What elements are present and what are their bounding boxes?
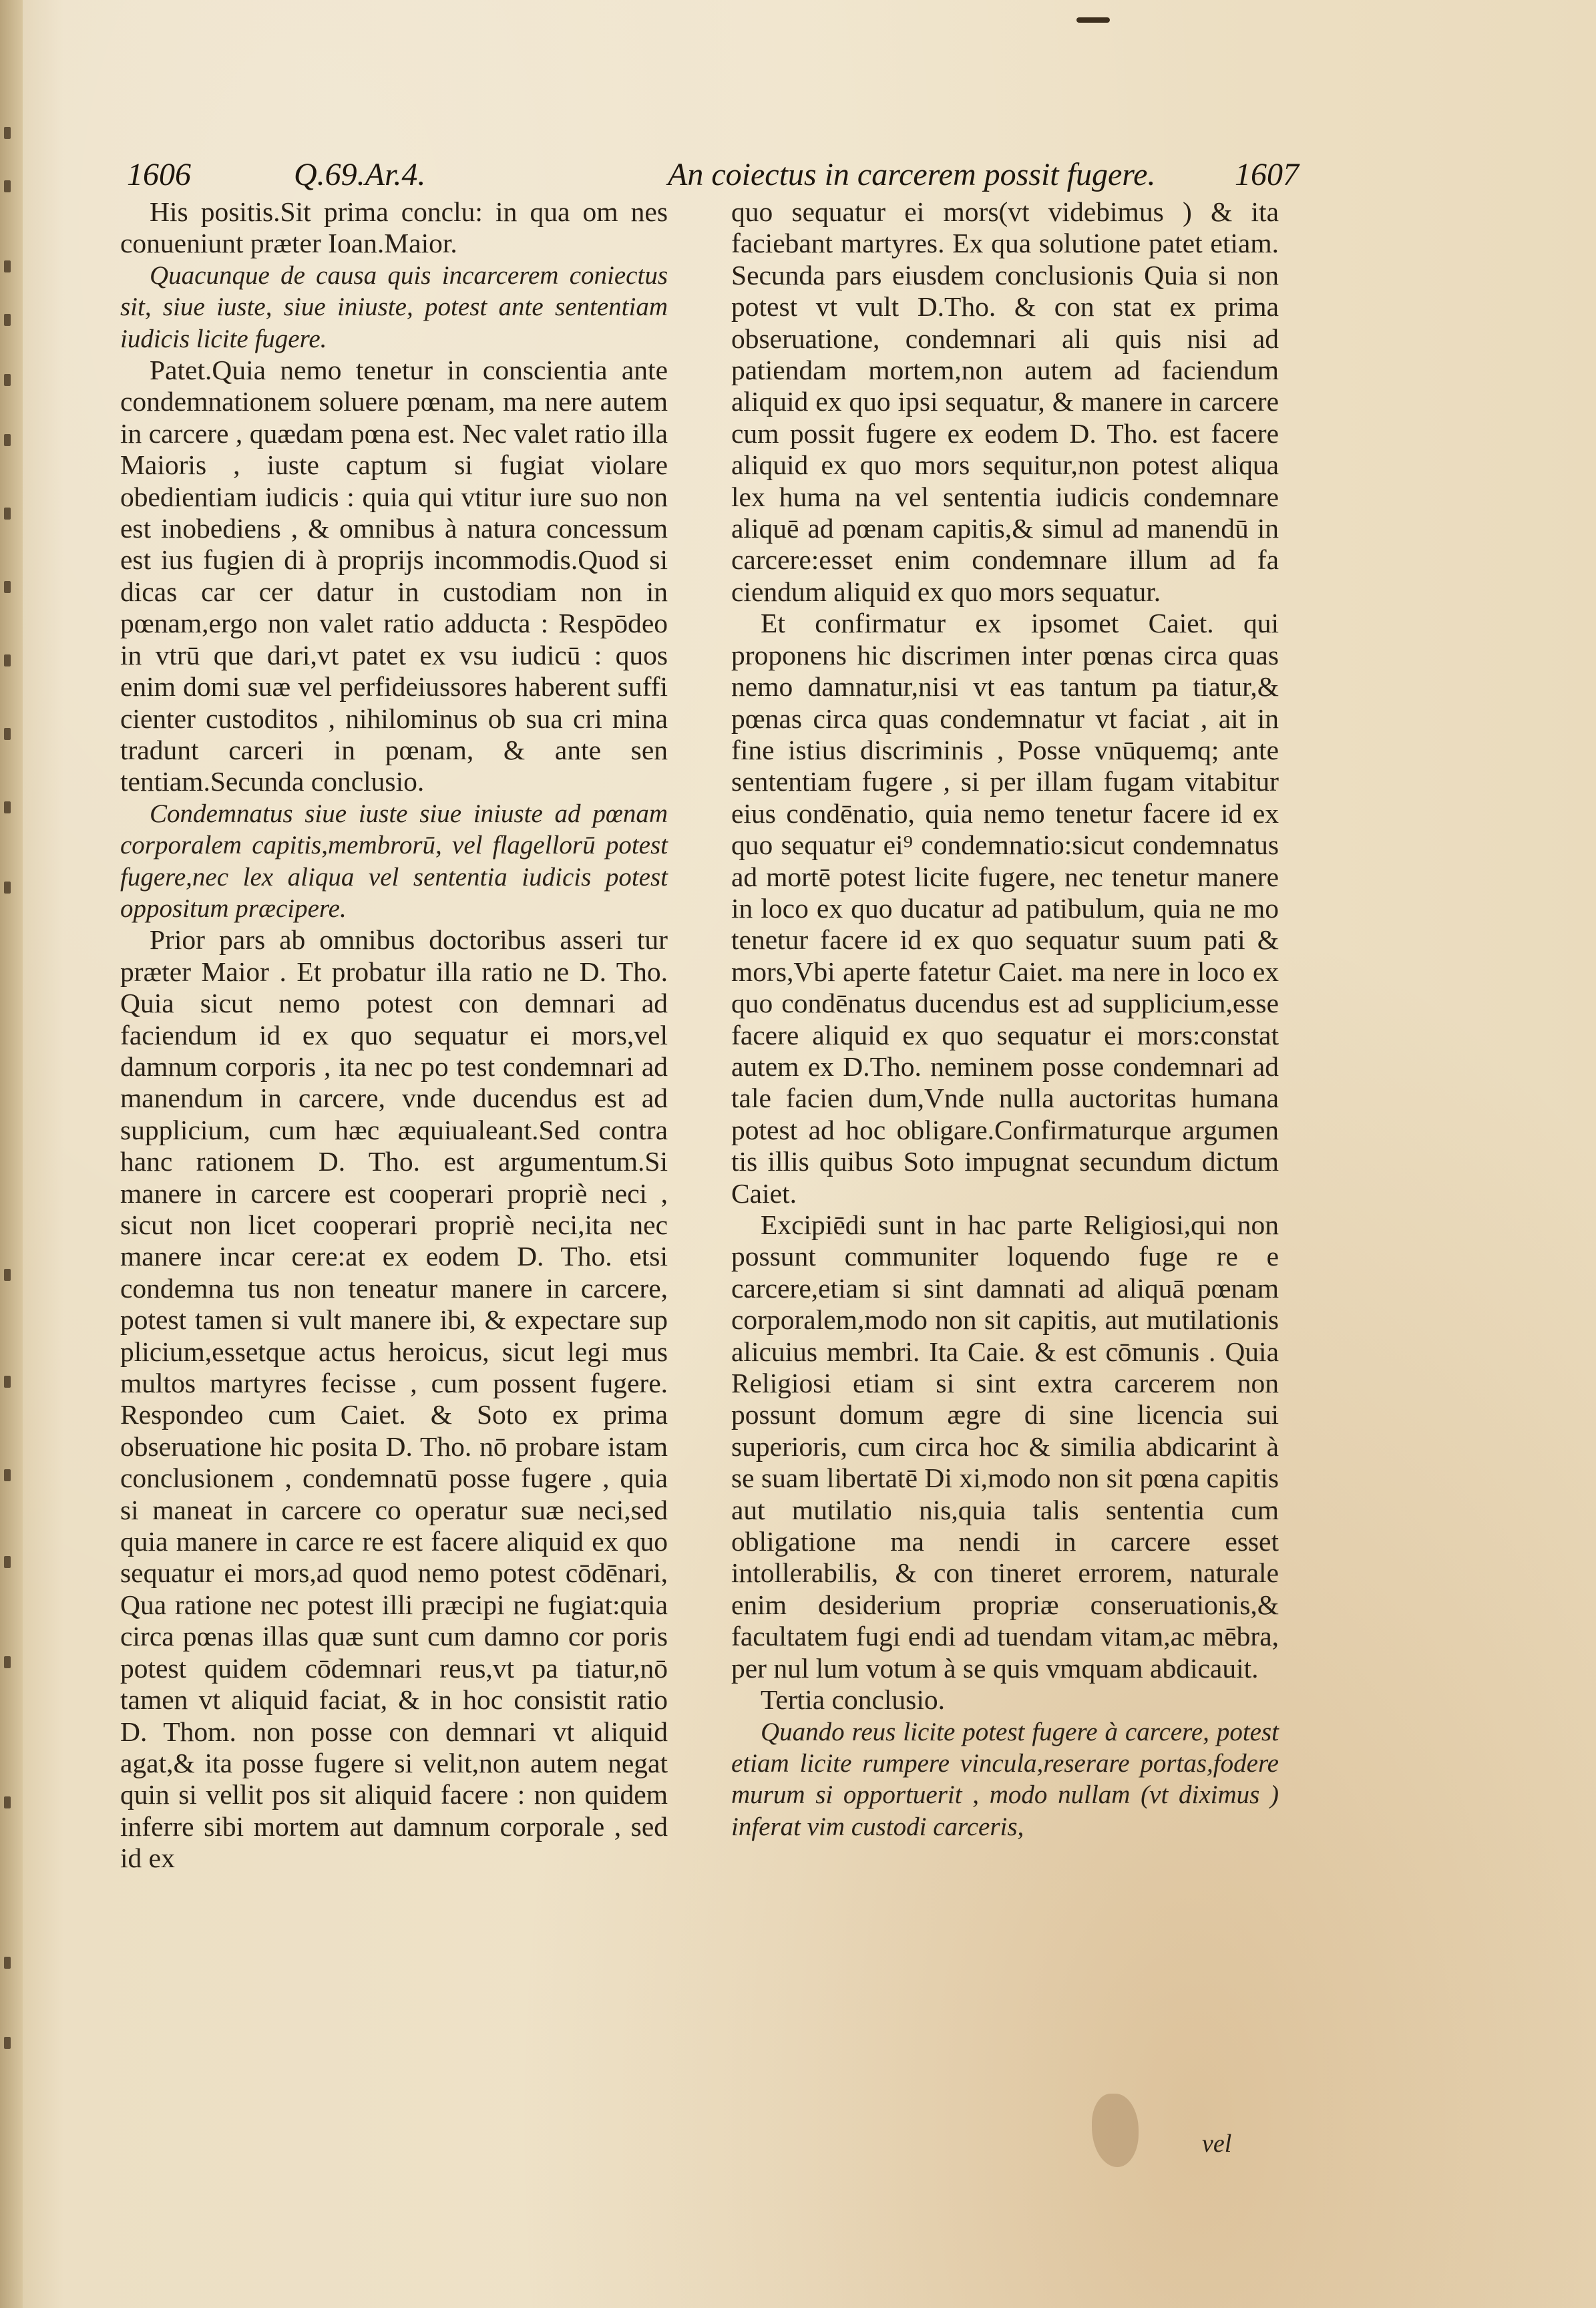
gutter-mark bbox=[4, 314, 11, 326]
paragraph: Excipiēdi sunt in hac parte Religiosi,qui non possunt communiter loquendo fuge re e carcere,etiam si sint damnati ad aliquā pœnam corporalem,modo non sit capitis, aut mutilationis alicuius membri. Ita Caie. & est cōmunis . Quia Religiosi etiam si sint extra carcerem non possunt domum ægre di sine licencia sui superioris, cum circa hoc & similia abdicarint à se suam libertatē Di xi,modo non sit pœna capitis aut mutilatio nis,quia talis sententia cum obligatione ma nendi in carcere esset intollerabilis, & con tineret errorem, naturale enim desiderium propriæ conseruationis,& facultatem fugi endi ad tuendam vitam,ac mēbra, per nul lum votum à se quis vmquam abdicauit. bbox=[731, 1209, 1279, 1684]
gutter-mark bbox=[4, 2037, 11, 2049]
paragraph: Patet.Quia nemo tenetur in conscientia ante condemnationem soluere pœnam, ma nere autem in carcere , quædam pœna est. Nec valet ratio illa Maioris , iuste captum si fugiat violare obedientiam iudicis : quia qui vtitur iure suo non est inobediens , & omnibus à natura concessum est ius fugien di à proprijs incommodis.Quod si dicas car cer datur in custodiam non in pœnam,ergo non valet ratio adducta : Respōdeo in vtrū que dari,vt patet ex vsu iudicū : quos enim domi suæ vel perfideiussores haberent suffi cienter custoditos , nihilominus ob sua cri mina tradunt carceri in pœnam, & ante sen tentiam.Secunda conclusio. bbox=[120, 355, 668, 797]
conclusion-statement: Quacunque de causa quis incarcerem coniectus sit, siue iuste, siue iniuste, potest ante sententiam iudicis licite fugere. bbox=[120, 260, 668, 353]
paragraph: Tertia conclusio. bbox=[761, 1684, 945, 1716]
right-column bbox=[731, 196, 1279, 1843]
gutter-mark bbox=[4, 1796, 11, 1808]
conclusion-statement: Condemnatus siue iuste siue iniuste ad pœnam corporalem capitis,membrorū, vel flagellorū potest fugere,nec lex aliqua vel sententia iudicis potest oppositum præcipere. bbox=[120, 799, 668, 923]
page-number-right: 1607 bbox=[1235, 157, 1299, 192]
running-title: An coiectus in carcerem possit fugere. bbox=[668, 157, 1156, 192]
gutter-mark bbox=[4, 654, 11, 666]
gutter-mark bbox=[4, 801, 11, 813]
gutter-mark bbox=[4, 127, 11, 139]
gutter-mark bbox=[4, 508, 11, 520]
gutter-mark bbox=[4, 434, 11, 446]
gutter-mark bbox=[4, 1957, 11, 1969]
paragraph: quo sequatur ei mors(vt videbimus ) & ita faciebant martyres. Ex qua solutione patet etiam. Secunda pars eiusdem conclusionis Quia si non potest vt vult D.Tho. & con stat ex prima obseruatione, condemnari ali quis nisi ad patiendam mortem,non autem ad faciendum aliquid ex quo ipsi sequatur, & manere in carcere cum possit fugere ex eodem D. Tho. est facere aliquid ex quo mors sequitur,non potest aliqua lex huma na vel sententia iudicis condemnare aliquē ad pœnam capitis,& simul ad manendū in carcere:esset enim condemnare illum ad fa ciendum aliquid ex quo mors sequatur. bbox=[731, 196, 1279, 607]
gutter-mark bbox=[4, 728, 11, 740]
conclusion-statement: Quando reus licite potest fugere à carcere, potest etiam licite rumpere vincula,reserare portas,fodere murum si opportuerit , modo nullam (vt diximus ) inferat vim custodi carceris, bbox=[731, 1717, 1279, 1841]
section-reference: Q.69.Ar.4. bbox=[294, 157, 426, 192]
gutter-mark bbox=[4, 1376, 11, 1388]
gutter-mark bbox=[4, 1469, 11, 1481]
page-number-left: 1606 bbox=[127, 157, 191, 192]
gutter-mark bbox=[4, 1656, 11, 1668]
catchword: vel bbox=[1202, 2130, 1232, 2158]
gutter-mark bbox=[4, 1556, 11, 1568]
ink-stain bbox=[1092, 2094, 1139, 2167]
ink-mark bbox=[1076, 17, 1110, 23]
gutter-mark bbox=[4, 260, 11, 272]
paragraph: Et confirmatur ex ipsomet Caiet. qui proponens hic discrimen inter pœnas circa quas nemo damnatur,nisi vt eas tantum pa tiatur,& pœnas circa quas condemnatur vt faciat , ait in fine istius discriminis , Posse vnūquemq; ante sententiam fugere , si per illam fugam vitabitur eius condēnatio, quia nemo tenetur facere id ex quo sequatur ei⁹ condemnatio:sicut condemnatus ad mortē potest licite fugere, nec tenetur manere in loco ex quo ducatur ad patibulum, quia ne mo tenetur facere id ex quo sequatur suum pati & mors,Vbi aperte fatetur Caiet. ma nere in loco ex quo condēnatus ducendus est ad supplicium,esse facere aliquid ex quo sequatur ei mors:constat autem ex D.Tho. neminem posse condemnari ad tale facien dum,Vnde nulla auctoritas humana potest ad hoc obligare.Confirmaturque argumen tis illis quibus Soto impugnat secundum dictum Caiet. bbox=[731, 608, 1279, 1209]
gutter-mark bbox=[4, 882, 11, 894]
gutter-mark bbox=[4, 1269, 11, 1281]
binding-gutter bbox=[0, 0, 23, 2308]
running-header bbox=[127, 155, 1299, 195]
paragraph: Prior pars ab omnibus doctoribus asseri tur præter Maior . Et probatur illa ratio ne D. Tho. Quia sicut nemo potest con demnari ad faciendum id ex quo sequatur ei mors,vel damnum corporis , ita nec po test condemnari ad manendum in carcere, vnde ducendus est ad supplicium, cum hæc æquiualeant.Sed contra hanc rationem D. Tho. est argumentum.Si manere in carcere est cooperari propriè neci , sicut non licet cooperari propriè neci,ita nec manere incar cere:at ex eodem D. Tho. etsi condemna tus non teneatur manere in carcere, potest tamen si vult manere ibi, & expectare sup plicium,essetque actus heroicus, sicut legi mus multos martyres fecisse , cum possent fugere. Respondeo cum Caiet. & Soto ex prima obseruatione hic posita D. Tho. nō probare istam conclusionem , condemnatū posse fugere , quia si maneat in carcere co operatur suæ neci,sed quia manere in carce re est facere aliquid ex quo sequatur ei mors,ad quod nemo potest cōdēnari, Qua ratione nec potest illi præcipi ne fugiat:quia circa pœnas illas quæ sunt cum damno cor poris potest quidem cōdemnari reus,vt pa tiatur,nō tamen vt aliquid faciat, & in hoc consistit ratio D. Thom. non posse con demnari vt aliquid agat,& ita posse fugere si velit,non autem negat quin si vellit pos sit aliquid facere : non quidem inferre sibi mortem aut damnum corporale , sed id ex bbox=[120, 924, 668, 1874]
gutter-mark bbox=[4, 180, 11, 192]
gutter-mark bbox=[4, 374, 11, 386]
gutter-mark bbox=[4, 581, 11, 593]
left-column bbox=[120, 196, 668, 1875]
paragraph: His positis.Sit prima conclu: in qua om nes conueniunt præter Ioan.Maior. bbox=[120, 196, 668, 259]
